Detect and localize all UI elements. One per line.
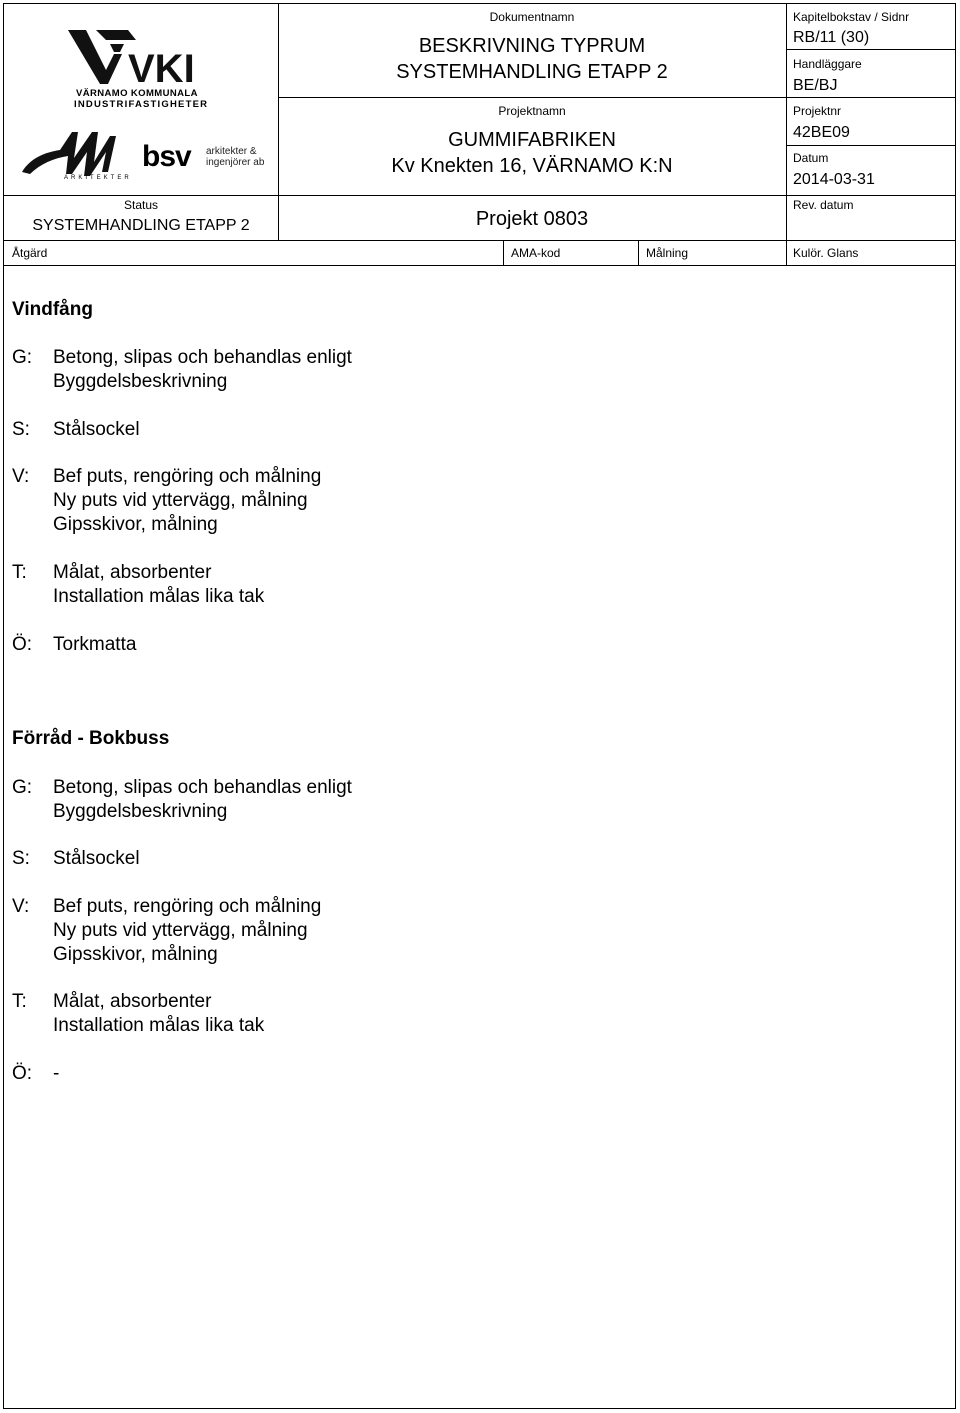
- column-kulor-glans: Kulör. Glans: [793, 246, 859, 260]
- spec-line: Ny puts vid yttervägg, målning: [53, 490, 308, 511]
- spec-code: V:: [12, 896, 30, 917]
- project-name-line2: Kv Knekten 16, VÄRNAMO K:N: [391, 155, 673, 177]
- header-divider: [786, 4, 787, 265]
- spec-line: Byggdelsbeskrivning: [53, 801, 228, 822]
- bsv-logo-sub: ARKITEKTER: [64, 175, 132, 181]
- spec-line: Gipsskivor, målning: [53, 944, 218, 965]
- spec-line: Ny puts vid yttervägg, målning: [53, 920, 308, 941]
- spec-line: Gipsskivor, målning: [53, 514, 218, 535]
- vki-logo-mark-icon: [66, 26, 206, 86]
- status-value: SYSTEMHANDLING ETAPP 2: [32, 217, 250, 234]
- mm-logo-mark-icon: [20, 128, 138, 178]
- spec-line: Byggdelsbeskrivning: [53, 371, 228, 392]
- spec-line: Torkmatta: [53, 634, 137, 655]
- header-divider: [638, 240, 639, 265]
- document-name-line2: SYSTEMHANDLING ETAPP 2: [396, 61, 668, 83]
- spec-line: Installation målas lika tak: [53, 586, 265, 607]
- spec-code: S:: [12, 848, 30, 869]
- header-divider: [503, 240, 504, 265]
- status-label: Status: [123, 198, 159, 212]
- spec-code: T:: [12, 991, 27, 1012]
- column-atgard: Åtgärd: [12, 246, 48, 260]
- spec-code: V:: [12, 466, 30, 487]
- header-divider: [786, 145, 956, 146]
- column-malning: Målning: [646, 246, 689, 260]
- spec-line: Betong, slipas och behandlas enligt: [53, 777, 352, 798]
- spec-line: Målat, absorbenter: [53, 991, 212, 1012]
- spec-line: -: [53, 1063, 60, 1084]
- header-divider: [786, 49, 956, 50]
- header-divider: [4, 240, 956, 241]
- vki-logo-line2: INDUSTRIFASTIGHETER: [74, 99, 209, 110]
- date-value: 2014-03-31: [793, 171, 875, 188]
- svg-text:VKI: VKI: [128, 47, 195, 86]
- bsv-logo-mark: bsv: [142, 140, 191, 173]
- vki-logo-line1: VÄRNAMO KOMMUNALA: [76, 88, 198, 99]
- column-ama-kod: AMA-kod: [511, 246, 561, 260]
- header-divider: [4, 195, 956, 196]
- spec-line: Bef puts, rengöring och målning: [53, 896, 322, 917]
- chapter-label: Kapitelbokstav / Sidnr: [793, 10, 910, 24]
- handler-label: Handläggare: [793, 57, 862, 71]
- spec-code: Ö:: [12, 1063, 33, 1084]
- bsv-logo: [20, 128, 265, 188]
- bsv-logo-tag2: ingenjörer ab: [206, 157, 265, 168]
- revdate-label: Rev. datum: [793, 198, 854, 212]
- spec-code: S:: [12, 419, 30, 440]
- section-title: Förråd - Bokbuss: [12, 728, 170, 749]
- spec-code: G:: [12, 347, 33, 368]
- spec-line: Stålsockel: [53, 848, 140, 869]
- chapter-value: RB/11 (30): [793, 29, 870, 46]
- spec-code: Ö:: [12, 634, 33, 655]
- spec-line: Stålsockel: [53, 419, 140, 440]
- projnr-label: Projektnr: [793, 104, 842, 118]
- date-label: Datum: [793, 151, 829, 165]
- project-number: Projekt 0803: [475, 208, 589, 230]
- header-divider: [786, 97, 956, 98]
- section-title: Vindfång: [12, 299, 93, 320]
- project-name-label: Projektnamn: [498, 104, 566, 118]
- spec-line: Installation målas lika tak: [53, 1015, 265, 1036]
- header-divider: [278, 97, 786, 98]
- projnr-value: 42BE09: [793, 124, 850, 141]
- vki-logo: [66, 26, 209, 112]
- document-name-label: Dokumentnamn: [489, 10, 575, 24]
- spec-line: Målat, absorbenter: [53, 562, 212, 583]
- spec-code: T:: [12, 562, 27, 583]
- spec-line: Betong, slipas och behandlas enligt: [53, 347, 352, 368]
- handler-value: BE/BJ: [793, 77, 838, 94]
- header-divider: [4, 265, 956, 266]
- spec-line: Bef puts, rengöring och målning: [53, 466, 322, 487]
- document-name-line1: BESKRIVNING TYPRUM: [418, 35, 646, 57]
- project-name-line1: GUMMIFABRIKEN: [448, 129, 616, 151]
- spec-code: G:: [12, 777, 33, 798]
- bsv-logo-tag1: arkitekter &: [206, 146, 257, 157]
